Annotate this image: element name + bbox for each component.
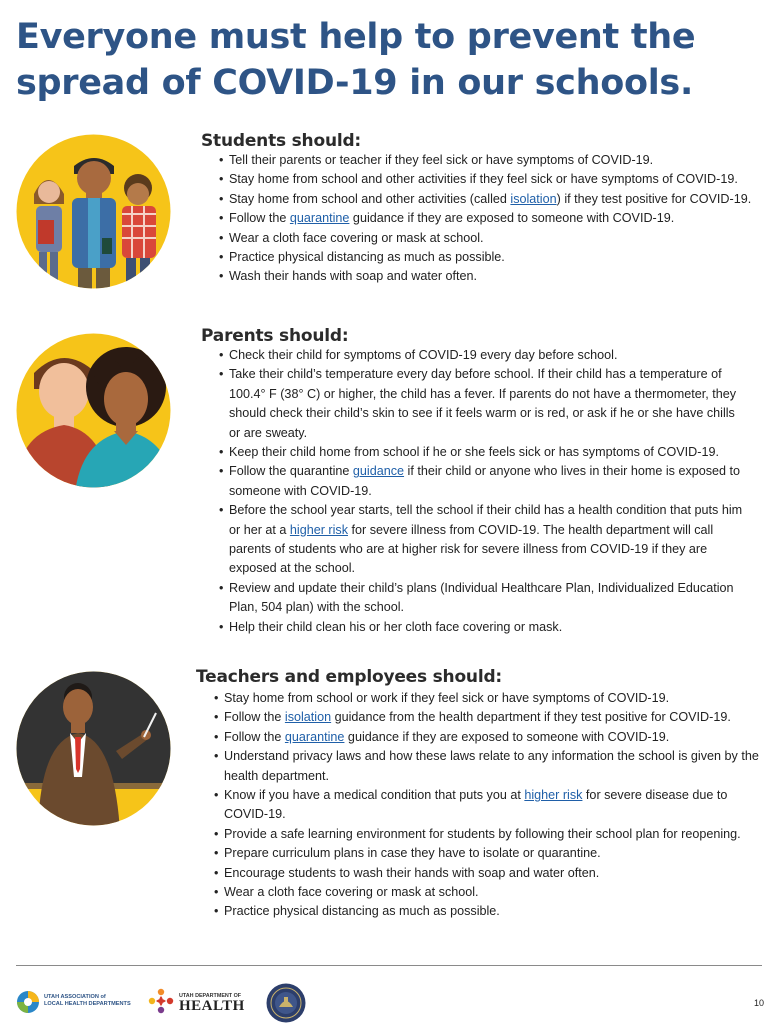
bullet-item [214,747,762,786]
bullet-text: Follow the quarantine [229,464,353,479]
bullet-text: Take their child’s temperature every day before school. If their child has a temperature of 100.4° F (38° C) or higher, the child has a fever. If parents do not have a thermometer, they should check their child’s skin to see if it feels warm or is red, or ask if he or she have chills or are sweaty. [229,367,737,440]
bullet-text: Wash their hands with soap and water often. [229,269,478,284]
udoh-logo-big-text: HEALTH [179,998,245,1014]
teachers-illustration [16,671,171,826]
bullet-item [214,825,762,844]
parents-illustration [16,333,171,488]
bullet-item [219,365,749,443]
quarantine-link[interactable]: quarantine [289,211,350,226]
bullet-text: guidance if they are exposed to someone with COVID-19. [349,211,675,226]
teachers-bullet-list [214,689,762,922]
ualhd-logo-icon [16,990,40,1014]
bullet-item [219,443,749,462]
udoh-logo-icon [147,987,175,1015]
parents-heading: Parents should: [201,326,349,346]
bullet-item [219,248,771,267]
bullet-text: Understand privacy laws and how these laws relate to any information the school is given by the health department. [224,749,759,783]
bullet-item [219,346,749,365]
utah-local-health-departments-logo [16,990,136,1016]
bullet-text: Before the school year starts, tell the school if their child has a health condition that puts him or her at a [229,503,743,537]
bullet-item [214,728,762,747]
students-bullet-list [219,151,771,287]
bullet-item [219,151,771,170]
bullet-text: ) if they test positive for COVID-19. [556,191,752,206]
students-heading: Students should: [201,131,362,151]
bullet-text: Stay home from school and other activities if they feel sick or have symptoms of COVID-19. [229,172,738,187]
bullet-item [219,579,749,618]
bullet-text: Encourage students to wash their hands with soap and water often. [224,865,600,880]
bullet-text: Follow the [224,710,285,725]
footer-divider [16,965,762,966]
bullet-text: guidance if they are exposed to someone with COVID-19. [344,729,670,744]
isolation-link[interactable]: isolation [284,710,332,725]
bullet-item [219,267,771,286]
bullet-item [219,170,771,189]
bullet-text: if their child or anyone who lives in their home is exposed to someone with COVID-19. [229,464,741,498]
udoh-logo-small-text: UTAH DEPARTMENT OF [179,993,242,999]
bullet-item [214,844,762,863]
bullet-item [214,708,762,727]
bullet-item [214,883,762,902]
bullet-text: for severe illness from COVID-19. The health department will call parents of students who are at higher risk for severe illness from COVID-19 if they are exposed at the school. [229,522,714,576]
bullet-text: Tell their parents or teacher if they feel sick or have symptoms of COVID-19. [229,153,654,167]
higher-risk-link[interactable]: higher risk [289,522,348,537]
utah-department-of-health-logo [147,986,252,1018]
bullet-item [219,501,749,579]
bullet-item [219,618,749,637]
parents-bullet-list [219,346,749,637]
bullet-item [219,190,771,209]
bullet-text: Follow the [224,729,285,744]
bullet-text: Help their child clean his or her cloth face covering or mask. [229,619,563,634]
bullet-text: Provide a safe learning environment for students by following their school plan for reopening. [224,826,741,841]
bullet-item [214,786,762,825]
ualhd-logo-line2: LOCAL HEALTH DEPARTMENTS [44,1001,131,1007]
teachers-heading: Teachers and employees should: [196,667,503,687]
bullet-text: Stay home from school or work if they feel sick or have symptoms of COVID-19. [224,691,670,705]
bullet-item [219,229,771,248]
bullet-text: guidance from the health department if they test positive for COVID-19. [331,710,731,725]
quarantine-link[interactable]: quarantine [284,729,345,744]
bullet-text: Keep their child home from school if he or she feels sick or has symptoms of COVID-19. [229,445,719,460]
bullet-item [219,209,771,228]
bullet-text: Practice physical distancing as much as possible. [224,904,500,919]
ualhd-logo-line1: UTAH ASSOCIATION of [44,994,106,1000]
bullet-item [214,864,762,883]
bullet-text: Prepare curriculum plans in case they have to isolate or quarantine. [224,846,601,861]
bullet-item [219,462,749,501]
guidance-link[interactable]: guidance [352,464,405,479]
bullet-text: Wear a cloth face covering or mask at school. [229,230,484,245]
bullet-text: for severe disease due to COVID-19. [224,788,728,822]
bullet-text: Check their child for symptoms of COVID-19 every day before school. [229,348,618,362]
bullet-item [214,902,762,921]
bullet-item [214,689,762,708]
bullet-text: Practice physical distancing as much as possible. [229,250,505,265]
isolation-link[interactable]: isolation [510,191,557,206]
bullet-text: Review and update their child’s plans (Individual Healthcare Plan, Individualized Education Plan, 504 plan) with the school. [229,580,734,615]
bullet-text: Follow the [229,211,290,226]
page-number: 10 [753,998,764,1008]
higher-risk-link[interactable]: higher risk [524,788,583,803]
bullet-text: Wear a cloth face covering or mask at school. [224,885,479,900]
bullet-text: Stay home from school and other activities (called [229,191,511,206]
page-title: Everyone must help to prevent the spread of COVID-19 in our schools. [16,17,696,103]
bullet-text: Know if you have a medical condition that puts you at [224,788,525,803]
students-illustration [16,134,171,289]
utah-state-seal-icon [266,983,306,1023]
